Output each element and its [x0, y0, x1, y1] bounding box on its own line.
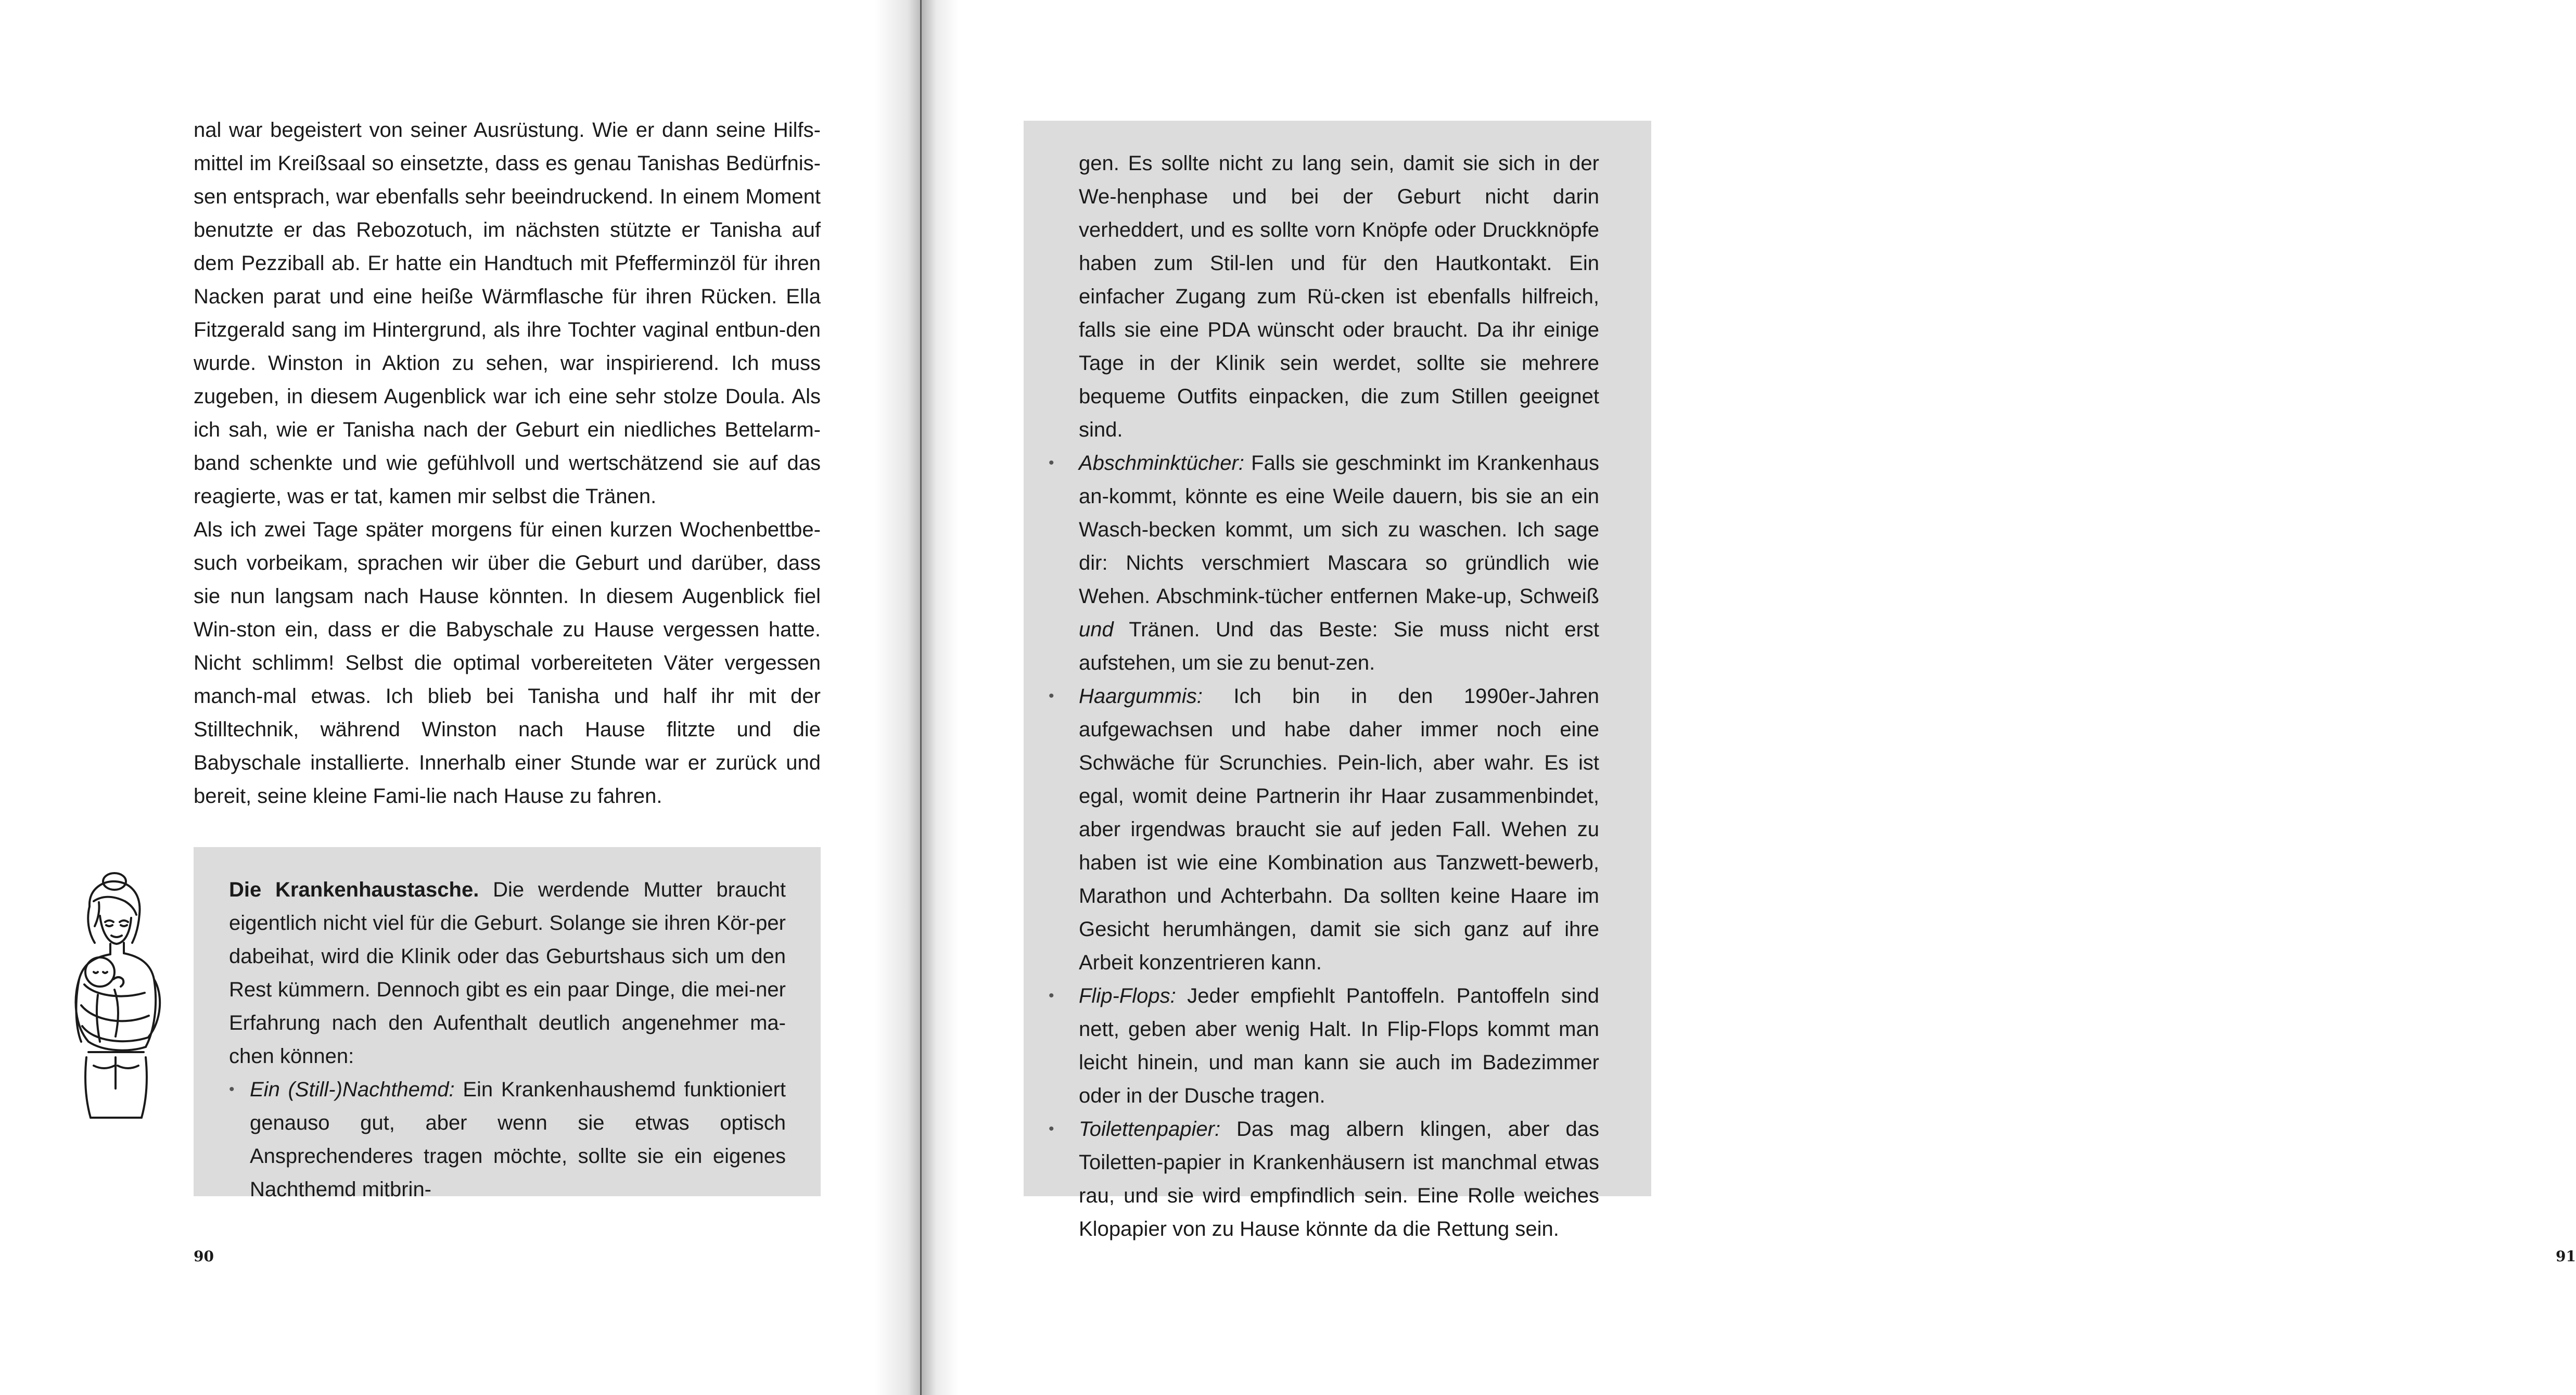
list-item-term: Ein (Still-)Nachthemd: [250, 1078, 455, 1101]
mother-with-baby-illustration [52, 870, 172, 1120]
list-item-text-after: Tränen. Und das Beste: Sie muss nicht erst aufstehen, um sie zu benut-zen. [1079, 618, 1599, 674]
bullet-icon: • [1049, 1120, 1054, 1137]
box-intro-text: Die werdende Mutter braucht eigentlich nicht viel für die Geburt. Solange sie ihren Kör-per dabeihat, wird die Klinik oder das Geburtshaus sich um den Rest kümmern. Dennoch gibt es ein paar Dinge, die mei-ner Erfahrung nach den Aufenthalt deutlich angenehmer ma-chen können: [229, 878, 786, 1068]
list-item-text: Ich bin in den 1990er-Jahren aufgewachsen und habe daher immer noch eine Schwäche für Scrunchies. Pein-lich, aber wahr. Es ist egal, womit deine Partnerin ihr Haar zusammenbindet, aber irgendwas braucht sie auf jeden Fall. Wehen zu haben ist wie eine Kombination aus Tanzwett-bewerb, Marathon und Achterbahn. Da sollten keine Haare im Gesicht herumhängen, damit sie sich ganz auf ihre Arbeit konzentrieren kann. [1079, 685, 1599, 974]
bullet-icon: • [1049, 454, 1054, 471]
hospital-bag-box [194, 847, 821, 1201]
list-item [1049, 446, 1599, 680]
list-item [1049, 1112, 1599, 1246]
list-item-term: Haargummis: [1079, 685, 1203, 708]
list-item-term: Abschminktücher: [1079, 452, 1244, 475]
box-heading: Die Krankenhaustasche. [229, 878, 479, 901]
bullet-icon: • [229, 1081, 235, 1098]
left-body-text [194, 113, 821, 813]
hospital-bag-box-continued [1024, 121, 1651, 1240]
page-number-left: 90 [194, 1248, 214, 1265]
list-item-text: Das mag albern klingen, aber das Toiletten-papier in Krankenhäusern ist manchmal etwas rau, und sie wird empfindlich sein. Eine Rolle weiches Klopapier von zu Hause könnte da die Rettung sein. [1079, 1118, 1599, 1240]
list-item-term: Flip-Flops: [1079, 984, 1176, 1007]
bullet-icon: • [1049, 987, 1054, 1004]
bullet-icon: • [1049, 687, 1054, 705]
list-item [1049, 979, 1599, 1112]
left-page [0, 0, 922, 1395]
page-number-right: 91 [2556, 1248, 2576, 1265]
left-paragraph-1: nal war begeistert von seiner Ausrüstung. Wie er dann seine Hilfs-mittel im Kreißsaal so einsetzte, dass es genau Tanishas Bedürfnis-sen entsprach, war ebenfalls sehr beeindruckend. In einem Moment benutzte er das Rebozotuch, im nächsten stützte er Tanisha auf dem Pezziball ab. Er hatte ein Handtuch mit Pfefferminzöl für ihren Nacken parat und eine heiße Wärmflasche für ihren Rücken. Ella Fitzgerald sang im Hintergrund, als ihre Tochter vaginal entbun-den wurde. Winston in Aktion zu sehen, war inspirierend. Ich muss zugeben, in diesem Augenblick war ich eine sehr stolze Doula. Als ich sah, wie er Tanisha nach der Geburt ein niedliches Bettelarm-band schenkte und wie gefühlvoll und wertschätzend sie auf das reagierte, was er tat, kamen mir selbst die Tränen. [194, 119, 821, 508]
list-item-text: Ein Krankenhaushemd funktioniert genauso gut, aber wenn sie etwas optisch Ansprechenderes tragen möchte, sollte sie ein eigenes Nachthemd mitbrin- [250, 1078, 786, 1201]
list-item [1049, 680, 1599, 979]
box-list-right [1049, 446, 1599, 1246]
gutter-shadow-right [922, 0, 958, 1395]
list-item-term: Toilettenpapier: [1079, 1118, 1221, 1141]
list-item-text: Falls sie geschminkt im Krankenhaus an-kommt, könnte es eine Weile dauern, bis sie an ein Wasch-becken kommt, um sich zu waschen. Ich sage dir: Nichts verschmiert Mascara so gründlich wie Wehen. Abschmink-tücher entfernen Make-up, Schweiß [1079, 452, 1599, 608]
hospital-bag-box-continued-text [1049, 147, 1599, 1246]
list-item-emphasis: und [1079, 618, 1114, 641]
hospital-bag-box-text [229, 873, 786, 1206]
box-continuation: gen. Es sollte nicht zu lang sein, damit sie sich in der We-henphase und bei der Geburt nicht darin verheddert, und es sollte vorn Knöpfe oder Druckknöpfe haben zum Stil-len und für den Hautkontakt. Ein einfacher Zugang zum Rü-cken ist ebenfalls hilfreich, falls sie eine PDA wünscht oder braucht. Da ihr einige Tage in der Klinik sein werdet, sollte sie mehrere bequeme Outfits einpacken, die zum Stillen geeignet sind. [1079, 152, 1599, 441]
box-intro [229, 873, 786, 1073]
list-item-text: Jeder empfiehlt Pantoffeln. Pantoffeln sind nett, geben aber wenig Halt. In Flip-Flops kommt man leicht hinein, und man kann sie auch im Badezimmer oder in der Dusche tragen. [1079, 984, 1599, 1107]
list-item [229, 1073, 786, 1206]
box-list-left [229, 1073, 786, 1206]
gutter-shadow-left [875, 0, 922, 1395]
left-paragraph-2: Als ich zwei Tage später morgens für einen kurzen Wochenbettbe-such vorbeikam, sprachen wir über die Geburt und darüber, dass sie nun langsam nach Hause könnten. In diesem Augenblick fiel Win-ston ein, dass er die Babyschale zu Hause vergessen hatte. Nicht schlimm! Selbst die optimal vorbereiteten Väter vergessen manch-mal etwas. Ich blieb bei Tanisha und half ihr mit der Stilltechnik, während Winston nach Hause flitzte und die Babyschale installierte. Innerhalb einer Stunde war er zurück und bereit, seine kleine Fami-lie nach Hause zu fahren. [194, 518, 821, 808]
